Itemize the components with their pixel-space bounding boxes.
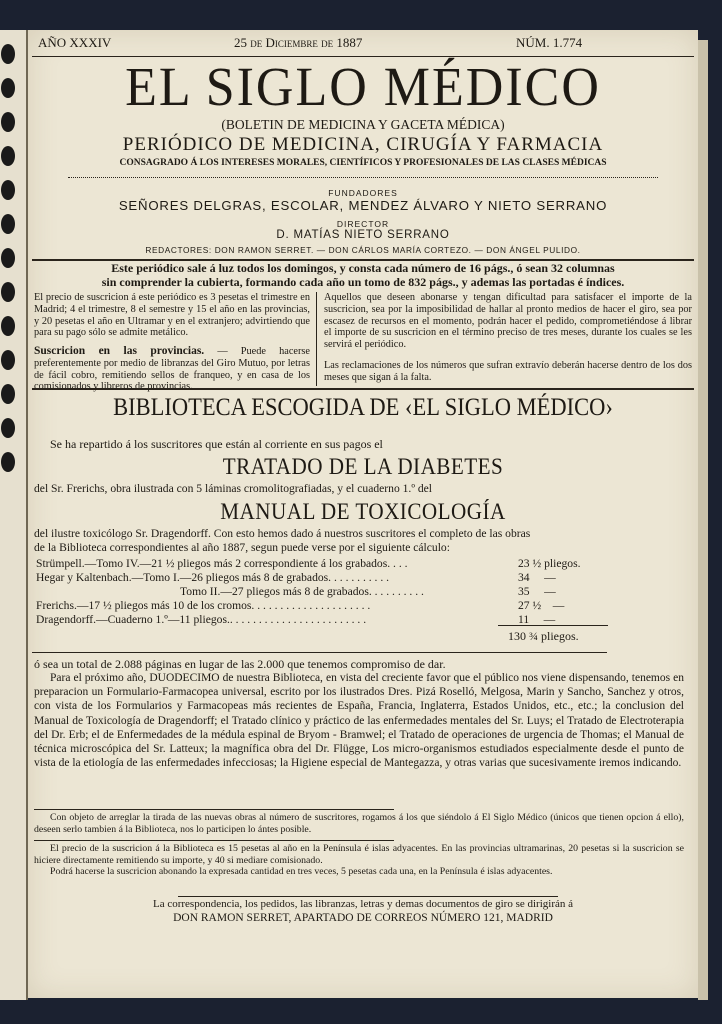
binding-hole bbox=[1, 248, 15, 268]
binding-hole bbox=[1, 214, 15, 234]
calc-row-label: Dragendorff.—Cuaderno 1.º—11 pliegos.. . . . . . . . . . . . . . . . . . . . . . . . bbox=[36, 613, 367, 626]
binding-strip bbox=[0, 30, 28, 1000]
notice-line-1: Este periódico sale á luz todos los domingos, y consta cada número de 16 págs., ó sean 32 columnas bbox=[111, 261, 615, 275]
total-rule bbox=[32, 652, 607, 653]
binding-hole bbox=[1, 112, 15, 132]
fundadores-names: SEÑORES DELGRAS, ESCOLAR, MENDEZ ÁLVARO Y NIETO SERRANO bbox=[118, 198, 608, 213]
issue-number: NÚM. 1.774 bbox=[516, 35, 583, 50]
consagrado-line: CONSAGRADO Á LOS INTERESES MORALES, CIENTÍFICOS Y PROFESIONALES DE LAS CLASES MÉDICAS bbox=[119, 158, 607, 168]
binding-hole bbox=[1, 384, 15, 404]
manual-description-1: del ilustre toxicólogo Sr. Dragendorff. Con esto hemos dado á nuestros suscritores el completo de las obras bbox=[34, 527, 531, 540]
tratado-heading: TRATADO DE LA DIABETES bbox=[222, 454, 504, 479]
manual-heading: MANUAL DE TOXICOLOGÍA bbox=[220, 499, 506, 524]
biblioteca-heading: BIBLIOTECA ESCOGIDA DE ‹EL SIGLO MÉDICO› bbox=[113, 394, 613, 421]
year-label: AÑO XXXIV bbox=[38, 35, 112, 50]
binding-hole bbox=[1, 316, 15, 336]
binding-hole bbox=[1, 452, 15, 472]
binding-hole bbox=[1, 282, 15, 302]
binding-hole bbox=[1, 78, 15, 98]
provinces-heading: Suscricion en las provincias. bbox=[34, 345, 205, 357]
calc-row-value: 11 — bbox=[518, 613, 556, 626]
fundadores-label: FUNDADORES bbox=[328, 188, 398, 198]
footer-rule bbox=[178, 896, 558, 897]
calc-row-label: Strümpell.—Tomo IV.—21 ½ pliegos más 2 correspondiente á los grabados. . . . bbox=[36, 557, 408, 570]
note-rule bbox=[34, 840, 394, 841]
subtitle: (BOLETIN DE MEDICINA Y GACETA MÉDICA) bbox=[221, 117, 505, 132]
masthead-title: EL SIGLO MÉDICO bbox=[125, 57, 601, 118]
library-price: El precio de la suscricion á la Biblioteca es 15 pesetas al año en la Península é islas adyacentes. En las provincias ultramarinas, 20 pesetas si la suscricion se hiciere directamente remitiendo su importe, y 40 si mediare comisionado. bbox=[34, 843, 684, 866]
total-pages-text: ó sea un total de 2.088 páginas en lugar de las 2.000 que tenemos compromiso de dar. bbox=[34, 657, 446, 671]
binding-hole bbox=[1, 350, 15, 370]
print-run-note: Con objeto de arreglar la tirada de las nuevas obras al número de suscritores, rogamos á los que siéndolo á El Siglo Médico (únicos que tienen opcion á ello), deseen serlo tambien á la Biblioteca, nos lo participen lo ántes posible. bbox=[34, 812, 684, 835]
manual-description-2: de la Biblioteca correspondientes al año 1887, segun puede verse por el siguiente cálculo: bbox=[34, 541, 450, 554]
calc-row-value: 23 ½ pliegos. bbox=[518, 557, 581, 570]
binding-hole bbox=[1, 146, 15, 166]
newspaper-page bbox=[28, 30, 698, 998]
columns-bottom-rule bbox=[32, 388, 694, 390]
calc-row-label: Tomo II.—27 pliegos más 8 de grabados. . . . . . . . . . bbox=[180, 585, 424, 598]
binding-hole bbox=[1, 180, 15, 200]
calc-row-value: 27 ½ — bbox=[518, 599, 565, 612]
sum-rule bbox=[498, 625, 608, 626]
next-year-plans: Para el próximo año, DUODECIMO de nuestra Biblioteca, en vista del creciente favor que el público nos viene dispensando, tenemos en preparacion un Formulario-Farmacopea universal, escrito por los ilustrados Dres. Pizá Roselló, Melgosa, Marin y Sancho, Sanchez y otros, con vista de los Formularios y Farmacopeas más recientes de España, Francia, Inglaterra, Estados Unidos, etc., etc.; la conclusion del Manual de Toxicología de Dragendorff; el Tratado clínico y práctico de las enfermedades mentales del Sr. Luys; el Tratado de Electroterapia del Dr. Erb; el de Enfermedades de la médula espinal de Bryom - Bramwel; el Tratado de operaciones de urgencia de Thomas; el Manual de técnica microscópica del Sr. Latteux; la magnífica obra del Dr. Flügge, Los micro-organismos estudiados especialmente desde el punto de vista de la etiología de las enfermedades infecciosas; la Higiene especial de Mantegazza, y otras varias que sucesivamente iremos indicando. bbox=[34, 672, 684, 770]
binding-hole bbox=[1, 44, 15, 64]
subtitle-main: PERIÓDICO DE MEDICINA, CIRUGÍA Y FARMACIA bbox=[122, 134, 604, 155]
calc-row-value: 34 — bbox=[518, 571, 556, 584]
claims-note: Las reclamaciones de los números que sufran extravío deberán hacerse dentro de los dos meses que sigan á la falta. bbox=[324, 360, 692, 383]
mailing-address: DON RAMON SERRET, APARTADO DE CORREOS NÚMERO 121, MADRID bbox=[173, 912, 553, 924]
plans-rule bbox=[34, 809, 394, 810]
provinces-text: — Puede hacerse preferentemente por medio de libranzas del Giro Mutuo, por letras de fácil cobro, remitiendo sellos de franqueo, y en casa de los comisionados y libreros de provincias. bbox=[34, 346, 310, 393]
repartido-text: Se ha repartido á los suscritores que están al corriente en sus pagos el bbox=[50, 437, 383, 451]
deferred-payment: Aquellos que deseen abonarse y tengan dificultad para satisfacer el importe de la suscricion, sea por la imposibilidad de hallar al pronto medios de hacer el giro, sea por escasez de recursos en el momento, podrán hacer el pedido, comprometiéndose á librar el importe de su suscricion en el término preciso de tres meses, durante los cuales se les servirá el periódico. bbox=[324, 292, 692, 351]
director-name: D. MATÍAS NIETO SERRANO bbox=[276, 229, 450, 241]
calc-row-label: Frerichs.—17 ½ pliegos más 10 de los cromos. . . . . . . . . . . . . . . . . . . . . bbox=[36, 599, 371, 612]
redactores-line: REDACTORES: DON RAMON SERRET. — DON CÁRLOS MARÍA CORTEZO. — DON ÁNGEL PULIDO. bbox=[145, 245, 581, 255]
calc-total: 130 ¾ pliegos. bbox=[508, 629, 579, 643]
issue-date: 25 de Diciembre de 1887 bbox=[234, 35, 363, 50]
subscription-price: El precio de suscricion á este periódico es 3 pesetas el trimestre en Madrid; 4 el trimestre, 8 el semestre y 15 el año en las provincias, y 20 pesetas el año en Ultramar y en el extranjero; advirtiendo que para su pago sólo se admite metálico. bbox=[34, 292, 310, 339]
binding-hole bbox=[1, 418, 15, 438]
director-label: DIRECTOR bbox=[336, 219, 390, 229]
tratado-description: del Sr. Frerichs, obra ilustrada con 5 láminas cromolitografiadas, y el cuaderno 1.º del bbox=[34, 482, 432, 495]
correspondence-line: La correspondencia, los pedidos, las libranzas, letras y demas documentos de giro se dirigirán á bbox=[152, 898, 573, 910]
column-divider bbox=[316, 292, 317, 386]
calc-row-value: 35 — bbox=[518, 585, 556, 598]
page-edge bbox=[698, 40, 708, 1000]
notice-line-2: sin comprender la cubierta, formando cada año un tomo de 832 págs., y ademas las portadas é índices. bbox=[101, 275, 625, 289]
calc-row-label: Hegar y Kaltenbach.—Tomo I.—26 pliegos más 8 de grabados. . . . . . . . . . . bbox=[36, 571, 390, 584]
provinces-subscription bbox=[34, 346, 310, 393]
installments-note: Podrá hacerse la suscricion abonando la expresada cantidad en tres veces, 5 pesetas cada una, en la Península é islas adyacentes. bbox=[50, 866, 553, 877]
masthead-divider bbox=[68, 177, 658, 178]
